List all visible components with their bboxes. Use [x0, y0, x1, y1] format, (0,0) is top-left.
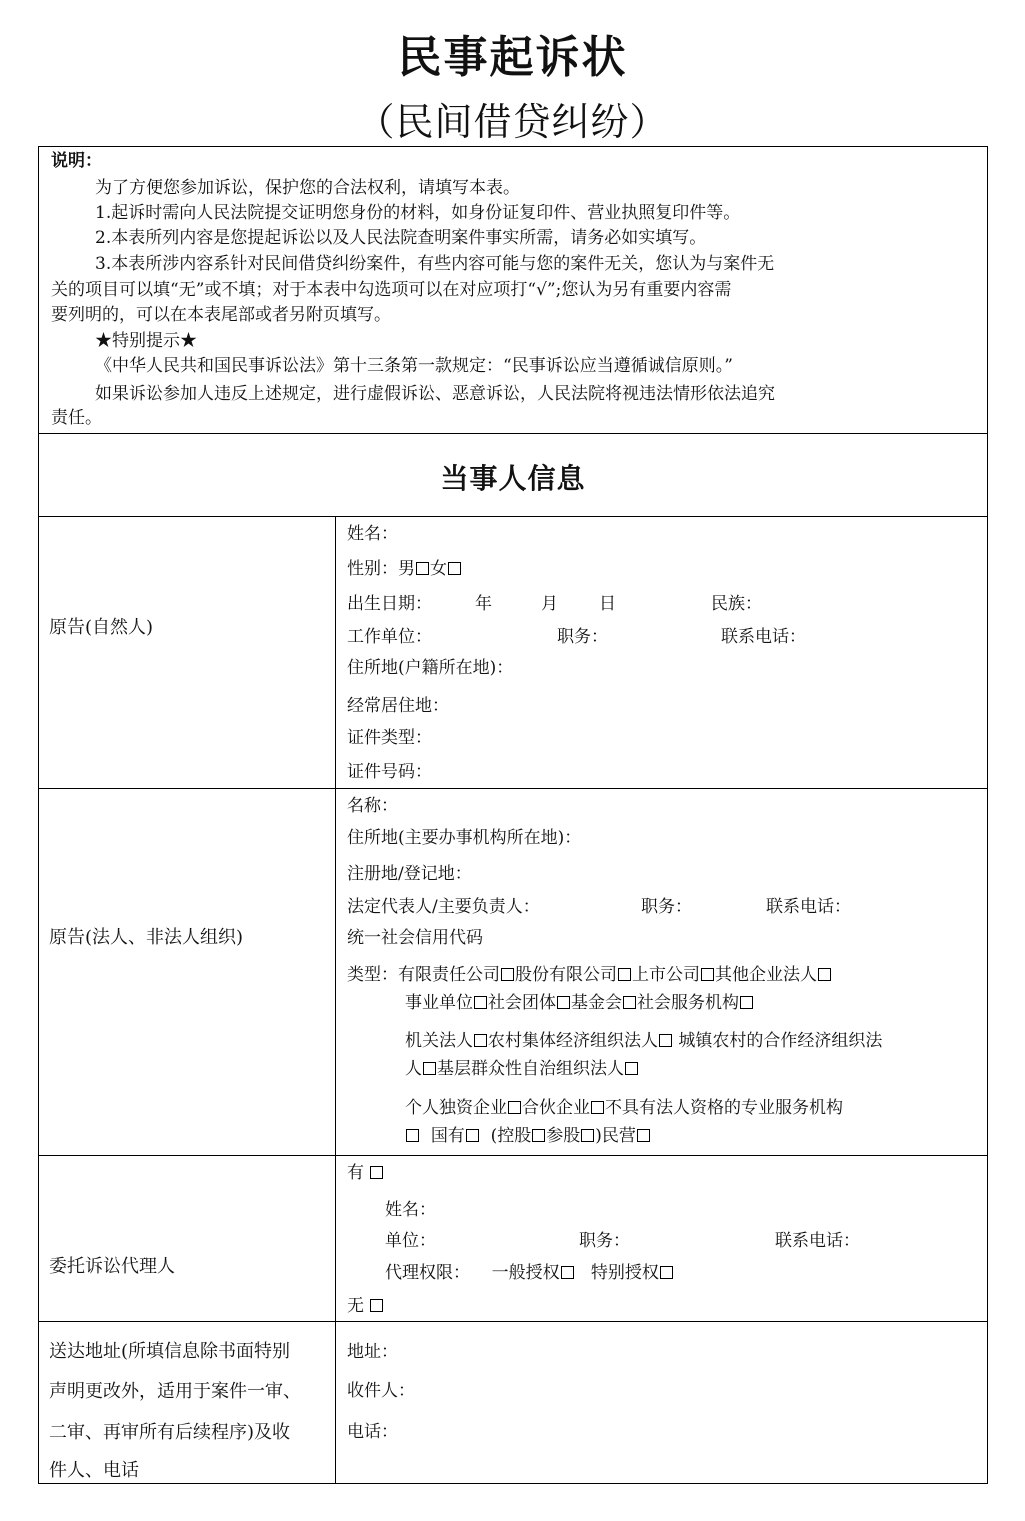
- type-option-label: 参股: [546, 1126, 581, 1146]
- row-divider: [39, 1321, 987, 1322]
- field-rep-phone: 联系电话：: [766, 897, 851, 917]
- field-rep-position: 职务：: [641, 897, 692, 917]
- agent-no-row: [347, 1295, 384, 1317]
- section-title: 当事人信息: [440, 462, 586, 495]
- field-entity-name: 名称：: [347, 796, 398, 816]
- page-title: 民事起诉状: [397, 32, 628, 83]
- year-label: 年: [475, 594, 492, 614]
- type-option-label: 个人独资企业: [405, 1098, 507, 1118]
- field-agent-name: 姓名：: [385, 1200, 436, 1220]
- month-label: 月: [541, 594, 558, 614]
- agent-no-label: 无: [347, 1296, 364, 1316]
- plaintiff-natural-label: 原告(自然人): [49, 617, 154, 638]
- notes-line: 责任。: [51, 408, 102, 428]
- type-option-label: 股份有限公司: [515, 965, 617, 985]
- entity-type-row: [405, 1030, 882, 1052]
- field-ethnicity: 民族：: [711, 594, 762, 614]
- field-id-type: 证件类型：: [347, 728, 432, 748]
- gender-label: 性别：: [347, 559, 398, 579]
- entity-type-row: [405, 1125, 651, 1147]
- day-label: 日: [599, 594, 616, 614]
- special-tip: ★特别提示★: [95, 331, 197, 351]
- type-option-label: 不具有法人资格的专业服务机构: [605, 1098, 843, 1118]
- field-address: 地址：: [347, 1342, 398, 1362]
- type-checkbox[interactable]: [474, 996, 487, 1009]
- type-checkbox[interactable]: [532, 1129, 545, 1142]
- plaintiff-legal-label: 原告(法人、非法人组织): [49, 927, 244, 948]
- type-checkbox[interactable]: [659, 1034, 672, 1047]
- field-agent-unit: 单位：: [385, 1231, 436, 1251]
- row-divider: [39, 788, 987, 789]
- type-checkbox[interactable]: [581, 1129, 594, 1142]
- field-credit-code: 统一社会信用代码: [347, 928, 483, 948]
- entity-type-row: [405, 1097, 843, 1119]
- notes-line: 要列明的，可以在本表尾部或者另附页填写。: [51, 305, 391, 325]
- row-divider: [39, 1155, 987, 1156]
- authority-label: 代理权限：: [385, 1263, 470, 1283]
- field-recipient: 收件人：: [347, 1381, 415, 1401]
- service-label: 送达地址(所填信息除书面特别: [49, 1341, 291, 1362]
- special-authority-label: 特别授权: [590, 1263, 659, 1283]
- type-checkbox[interactable]: [591, 1101, 604, 1114]
- type-option-label: 基金会: [571, 993, 622, 1013]
- field-position: 职务：: [557, 627, 608, 647]
- notes-line: 1.起诉时需向人民法院提交证明您身份的材料，如身份证复印件、营业执照复印件等。: [95, 203, 741, 223]
- notes-line: 为了方便您参加诉讼，保护您的合法权利，请填写本表。: [95, 178, 520, 198]
- type-checkbox[interactable]: [423, 1062, 436, 1075]
- entity-type-row: [347, 964, 832, 986]
- type-option-label: 城镇农村的合作经济组织法: [678, 1031, 883, 1051]
- type-checkbox[interactable]: [557, 996, 570, 1009]
- type-option-label: 事业单位: [405, 993, 473, 1013]
- notes-line: 如果诉讼参加人违反上述规定，进行虚假诉讼、恶意诉讼，人民法院将视违法情形依法追究: [95, 384, 775, 404]
- field-residence: 经常居住地：: [347, 696, 449, 716]
- type-option-label: 社会团体: [488, 993, 556, 1013]
- notes-line: 关的项目可以填“无”或不填；对于本表中勾选项可以在对应项打“√”;您认为另有重要内容需: [51, 280, 732, 300]
- type-checkbox[interactable]: [701, 968, 714, 981]
- field-phone: 联系电话：: [721, 627, 806, 647]
- notes-line: 3.本表所涉内容系针对民间借贷纠纷案件，有些内容可能与您的案件无关，您认为与案件无: [95, 254, 775, 274]
- type-option-label: 有限责任公司: [398, 965, 500, 985]
- agent-yes-label: 有: [347, 1163, 364, 1183]
- male-label: 男: [398, 559, 415, 579]
- female-checkbox[interactable]: [448, 562, 461, 575]
- field-domicile: 住所地(户籍所在地)：: [347, 658, 514, 678]
- service-label: 二审、再审所有后续程序)及收: [49, 1422, 291, 1443]
- field-agent-phone: 联系电话：: [775, 1231, 860, 1251]
- field-birth: 出生日期：: [347, 594, 432, 614]
- type-option-label: 国有: [430, 1126, 465, 1146]
- type-option-label: 社会服务机构: [637, 993, 739, 1013]
- type-checkbox[interactable]: [740, 996, 753, 1009]
- field-entity-domicile: 住所地(主要办事机构所在地)：: [347, 828, 582, 848]
- type-option-label: 上市公司: [632, 965, 700, 985]
- type-checkbox[interactable]: [637, 1129, 650, 1142]
- field-gender: [347, 558, 462, 580]
- agent-yes-row: [347, 1162, 384, 1184]
- special-authority-checkbox[interactable]: [660, 1266, 673, 1279]
- general-authority-checkbox[interactable]: [561, 1266, 574, 1279]
- row-divider: [39, 516, 987, 517]
- type-option-label: 其他企业法人: [715, 965, 817, 985]
- notes-line: 2.本表所列内容是您提起诉讼以及人民法院查明案件事实所需，请务必如实填写。: [95, 228, 707, 248]
- field-id-number: 证件号码：: [347, 762, 432, 782]
- entity-type-row: [405, 992, 754, 1014]
- male-checkbox[interactable]: [416, 562, 429, 575]
- type-option-label: 合伙企业: [522, 1098, 590, 1118]
- type-option-label: 人: [405, 1059, 422, 1079]
- female-label: 女: [430, 559, 447, 579]
- page-subtitle: （民间借贷纠纷）: [356, 100, 669, 144]
- field-representative: 法定代表人/主要负责人：: [347, 897, 540, 917]
- type-option-label: )民营: [595, 1126, 636, 1146]
- row-divider: [39, 433, 987, 434]
- form-table: [38, 146, 988, 1484]
- agent-authority-row: [385, 1262, 674, 1284]
- field-service-phone: 电话：: [347, 1422, 398, 1442]
- field-agent-position: 职务：: [579, 1231, 630, 1251]
- type-option-label: 基层群众性自治组织法人: [437, 1059, 624, 1079]
- type-option-label: (控股: [490, 1126, 532, 1146]
- agent-no-checkbox[interactable]: [370, 1299, 383, 1312]
- type-checkbox[interactable]: [406, 1129, 419, 1142]
- type-checkbox[interactable]: [623, 996, 636, 1009]
- law-citation: 《中华人民共和国民事诉讼法》第十三条第一款规定：“民事诉讼应当遵循诚信原则。”: [95, 356, 733, 376]
- type-checkbox[interactable]: [508, 1101, 521, 1114]
- notes-heading: 说明：: [51, 151, 102, 171]
- type-checkbox[interactable]: [501, 968, 514, 981]
- column-divider: [335, 516, 336, 1484]
- field-name: 姓名：: [347, 524, 398, 544]
- entity-type-row: [405, 1058, 639, 1080]
- type-checkbox[interactable]: [474, 1034, 487, 1047]
- service-label: 声明更改外，适用于案件一审、: [49, 1381, 301, 1402]
- field-registered: 注册地/登记地：: [347, 864, 472, 884]
- agent-label: 委托诉讼代理人: [49, 1256, 175, 1277]
- field-employer: 工作单位：: [347, 627, 432, 647]
- type-checkbox[interactable]: [466, 1129, 479, 1142]
- type-checkbox[interactable]: [625, 1062, 638, 1075]
- type-checkbox[interactable]: [818, 968, 831, 981]
- agent-yes-checkbox[interactable]: [370, 1166, 383, 1179]
- type-checkbox[interactable]: [618, 968, 631, 981]
- type-option-label: 农村集体经济组织法人: [488, 1031, 658, 1051]
- general-authority-label: 一般授权: [491, 1263, 560, 1283]
- service-label: 件人、电话: [49, 1460, 139, 1481]
- type-label: 类型：: [347, 965, 398, 985]
- type-option-label: 机关法人: [405, 1031, 473, 1051]
